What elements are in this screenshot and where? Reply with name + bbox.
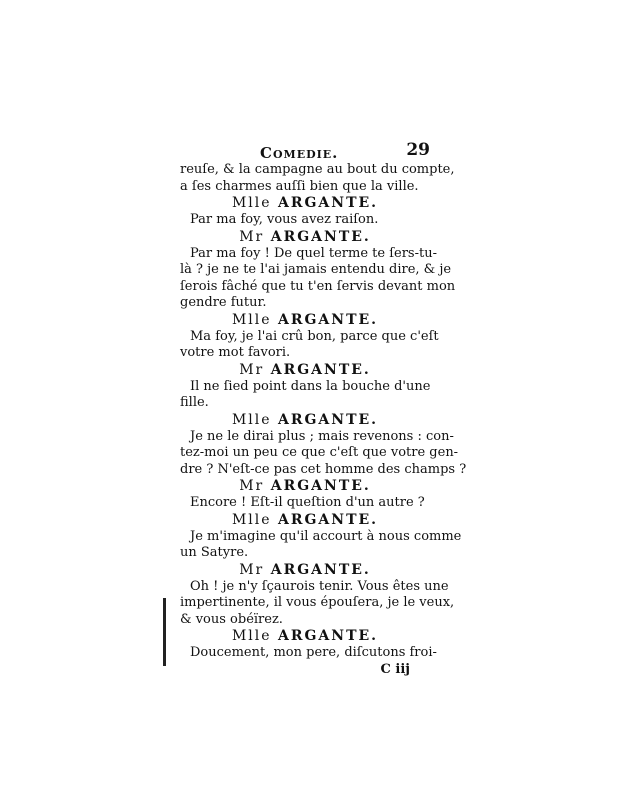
speaker-heading	[180, 478, 430, 495]
speaker-name: ARGANTE.	[270, 228, 371, 245]
text-line: impertinente, il vous épouſera, je le veux,	[180, 595, 455, 610]
text-line: un Satyre.	[180, 545, 249, 560]
speaker-title: Mlle	[231, 411, 272, 428]
text-line: gendre futur.	[180, 295, 267, 310]
speaker-name: ARGANTE.	[277, 195, 379, 211]
running-title: Comedie.	[260, 144, 339, 162]
speaker-heading	[180, 628, 430, 645]
text-line: votre mot favori.	[180, 345, 291, 360]
speaker-name: ARGANTE.	[270, 561, 371, 578]
page-header	[180, 140, 430, 162]
speaker-name: ARGANTE.	[277, 311, 379, 328]
text-line: Je ne le dirai plus ; mais revenons : con-	[190, 428, 454, 444]
speaker-heading	[180, 229, 430, 246]
speaker-title: Mr	[239, 228, 265, 245]
speaker-title: Mr	[239, 478, 265, 494]
text-line: a ſes charmes auſſi bien que la ville.	[180, 178, 419, 194]
speaker-heading	[180, 195, 430, 212]
text-line: Je m'imagine qu'il accourt à nous comme	[190, 528, 462, 544]
speaker-heading	[180, 312, 430, 329]
page-number: 29	[406, 140, 430, 160]
speaker-title: Mlle	[231, 311, 272, 328]
text-line: Ma foy, je l'ai crû bon, parce que c'eſt	[190, 328, 439, 344]
speaker-heading	[180, 412, 430, 429]
text-line: Par ma foy, vous avez raiſon.	[190, 212, 379, 227]
gutter-shadow	[163, 598, 166, 666]
speaker-title: Mlle	[231, 628, 272, 644]
speaker-title: Mlle	[231, 511, 272, 528]
text-line: reuſe, & la campagne au bout du compte,	[180, 162, 455, 177]
text-line: Par ma foy ! De quel terme te ſers-tu-	[190, 245, 437, 261]
text-line: là ? je ne te l'ai jamais entendu dire, & je	[180, 262, 452, 277]
text-line: dre ? N'eſt-ce pas cet homme des champs ?	[180, 461, 467, 477]
speaker-title: Mr	[239, 361, 265, 378]
text-line: Oh ! je n'y ſçaurois tenir. Vous êtes une	[190, 578, 449, 594]
speaker-heading	[180, 362, 430, 379]
speaker-name: ARGANTE.	[277, 511, 379, 528]
text-body	[180, 162, 467, 678]
speaker-name: ARGANTE.	[270, 478, 371, 494]
speaker-title: Mr	[239, 561, 265, 578]
text-line: tez-moi un peu ce que c'eſt que votre gen-	[180, 445, 459, 460]
text-line: ſerois fâché que tu t'en ſervis devant mon	[180, 278, 456, 294]
text-line: Encore ! Eſt-il queſtion d'un autre ?	[190, 495, 425, 510]
text-line: & vous obéïrez.	[180, 611, 283, 627]
text-line: fille.	[180, 395, 209, 410]
speaker-heading	[180, 562, 430, 579]
text-line: Il ne ſied point dans la bouche d'une	[190, 378, 431, 394]
text-line: Doucement, mon pere, diſcutons froi-	[190, 645, 437, 660]
speaker-name: ARGANTE.	[277, 411, 379, 428]
speaker-heading	[180, 512, 430, 529]
speaker-name: ARGANTE.	[270, 361, 371, 378]
speaker-title: Mlle	[231, 195, 272, 211]
catchword: C iij	[380, 661, 410, 677]
speaker-name: ARGANTE.	[277, 628, 379, 644]
